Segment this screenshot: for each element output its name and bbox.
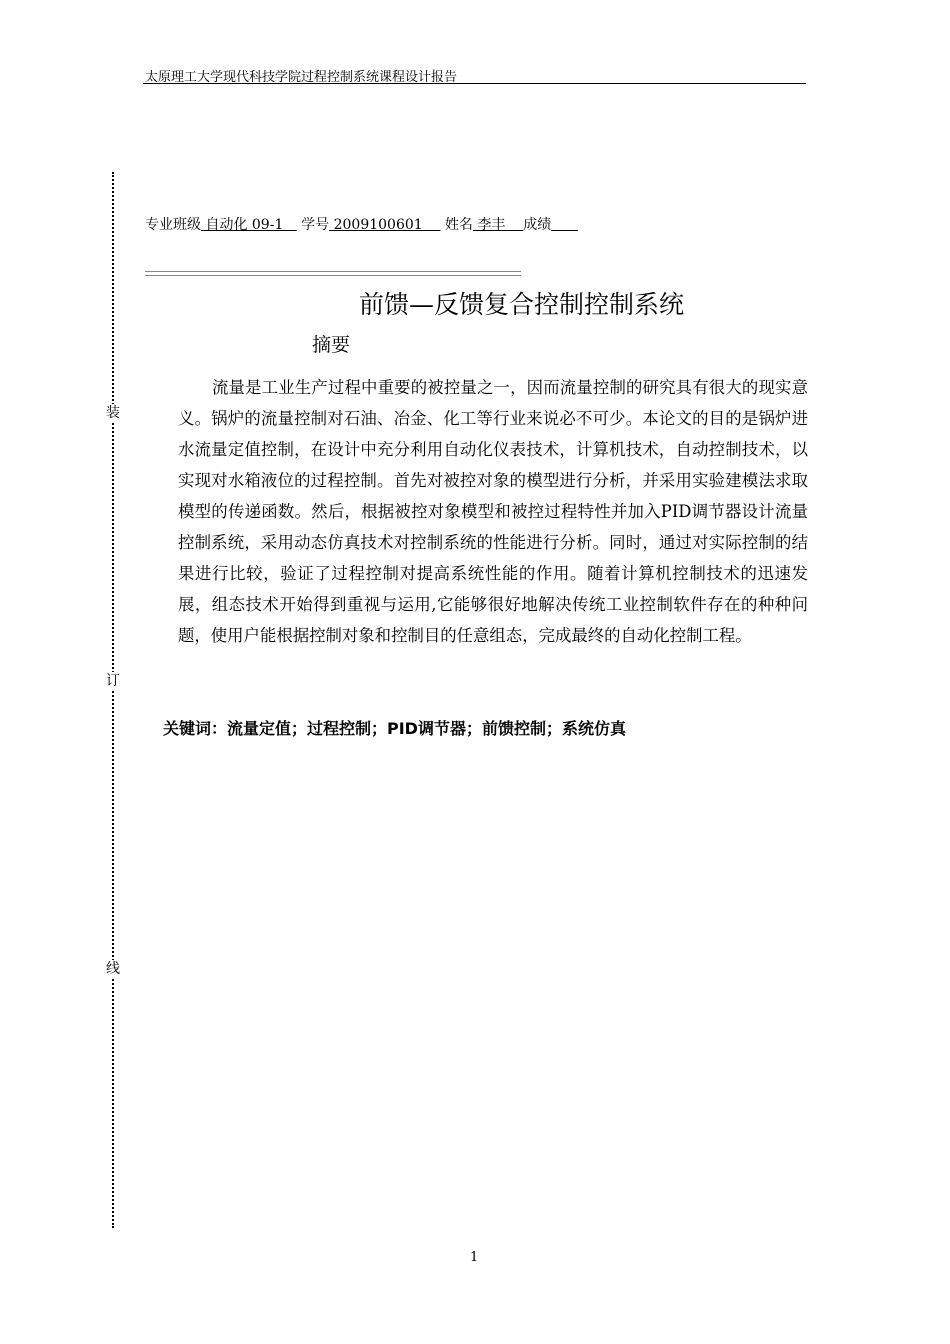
abstract-heading: 摘要 <box>312 334 351 356</box>
name-value: 李丰 <box>472 217 524 233</box>
binding-mark-zhuang: 装 <box>106 405 120 421</box>
header-title: 太原理工大学现代科技学院过程控制系统课程设计报告 <box>145 70 458 85</box>
major-value: 自动化 09-1 <box>201 217 297 233</box>
grade-value <box>551 217 578 233</box>
grade-label: 成绩 <box>523 217 552 233</box>
student-info-line <box>145 214 578 234</box>
double-rule <box>145 271 521 276</box>
keywords: 关键词：流量定值；过程控制；PID调节器；前馈控制；系统仿真 <box>163 719 626 738</box>
document-title: 前馈—反馈复合控制控制系统 <box>359 290 685 319</box>
student-id-value: 2009100601 <box>329 217 441 233</box>
page-number: 1 <box>470 1250 479 1265</box>
binding-mark-ding: 订 <box>106 673 120 689</box>
abstract-body: 流量是工业生产过程中重要的被控量之一，因而流量控制的研究具有很大的现实意义。锅炉的流量控制对石油、冶金、化工等行业来说必不可少。本论文的目的是锅炉进水流量定值控制，在设计中充分利用自动化仪表技术，计算机技术，自动控制技术，以实现对水箱液位的过程控制。首先对被控对象的模型进行分析，并采用实验建模法求取模型的传递函数。然后，根据被控对象模型和被控过程特性并加入PID调节器设计流量控制系统，采用动态仿真技术对控制系统的性能进行分析。同时，通过对实际控制的结果进行比较，验证了过程控制对提高系统性能的作用。随着计算机控制技术的迅速发展，组态技术开始得到重视与运用,它能够很好地解决传统工业控制软件存在的种种问题，使用户能根据控制对象和控制目的任意组态，完成最终的自动化控制工程。 <box>178 378 808 645</box>
major-label: 专业班级 <box>145 217 201 233</box>
header-rule <box>143 83 806 84</box>
binding-dotted-line <box>112 172 114 1228</box>
name-label: 姓名 <box>444 217 473 233</box>
binding-mark-xian: 线 <box>106 961 120 977</box>
student-id-label: 学号 <box>301 217 330 233</box>
